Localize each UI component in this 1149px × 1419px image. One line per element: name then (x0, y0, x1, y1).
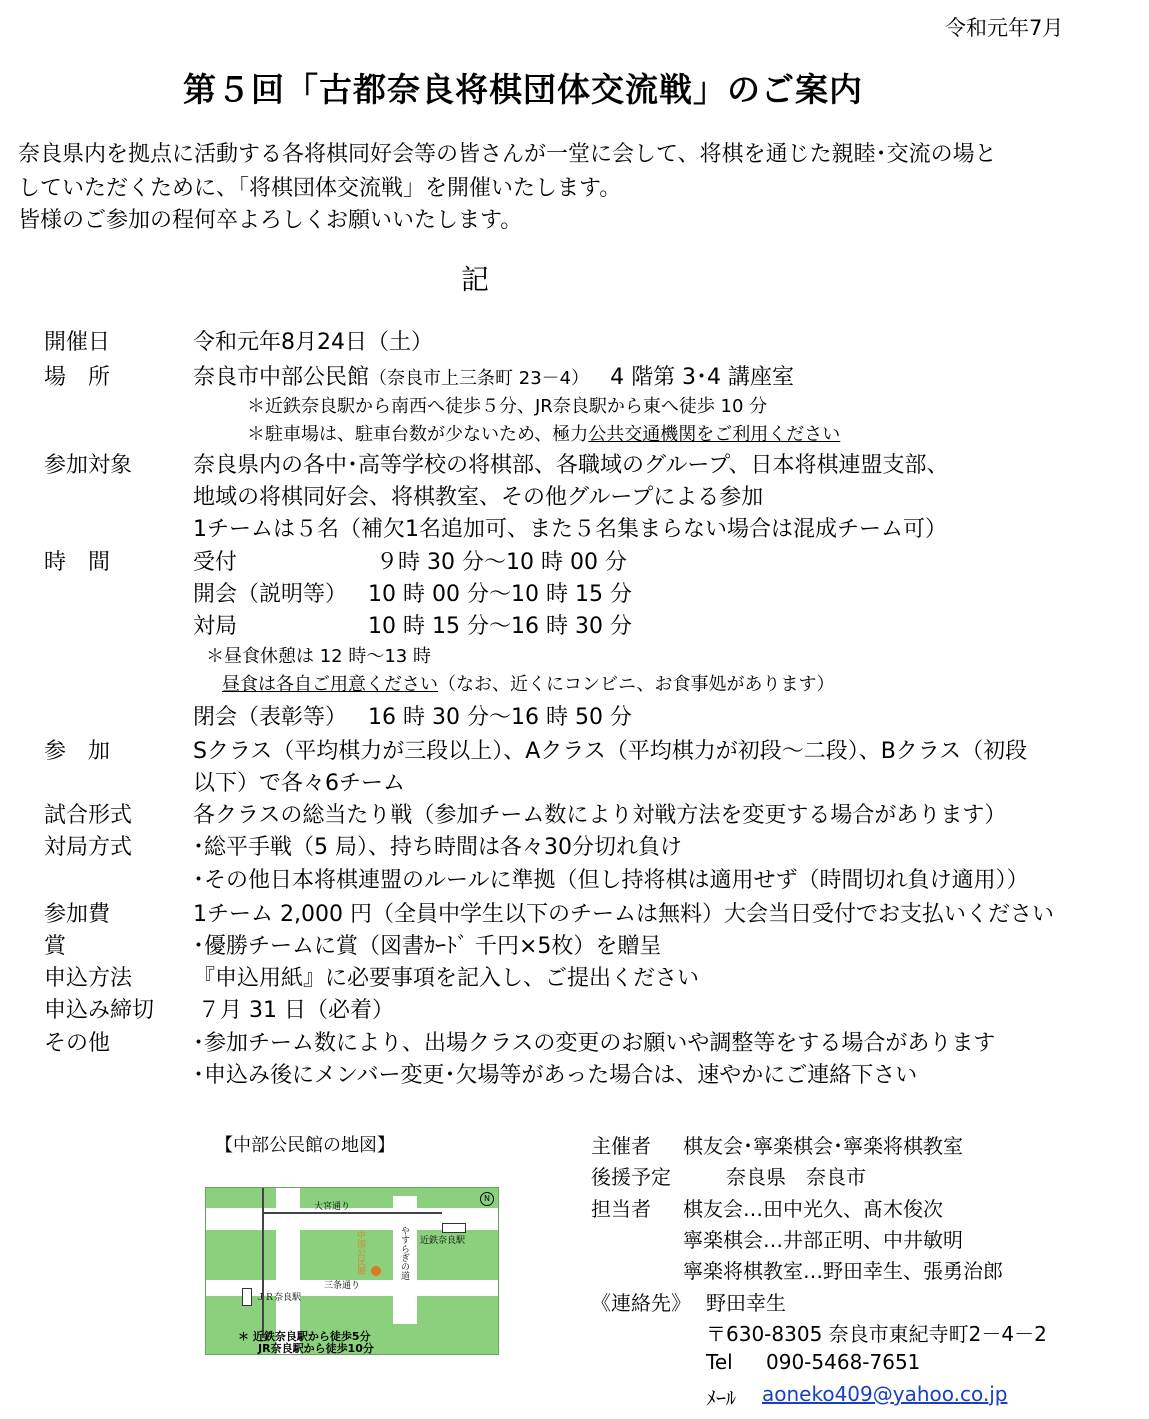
sonota-line: ･参加チーム数により、出場クラスの変更のお願いや調整等をする場合があります (193, 1031, 996, 1056)
label-tanto: 担当者 (591, 1197, 651, 1221)
value-shimekiri: ７月 31 日（必着） (198, 998, 394, 1023)
lunch-emphasis: 昼食は各自ご用意ください (222, 674, 438, 695)
page-title: 第５回「古都奈良将棋団体交流戦」のご案内 (183, 70, 863, 109)
value-moushikomi: 『申込用紙』に必要事項を記入し、ご提出ください (193, 966, 700, 991)
north-arrow-icon: N (480, 1192, 494, 1206)
label-koen: 後援予定 (591, 1165, 671, 1189)
jr-station-icon (242, 1288, 252, 1306)
value-koen: 奈良県 奈良市 (726, 1165, 866, 1189)
label-sonota: その他 (44, 1031, 111, 1056)
label-taisho: 参加対象 (44, 453, 133, 478)
venue-room: 4 階第 3･4 講座室 (610, 365, 795, 390)
value-shusai: 棋友会･寧楽棋会･寧楽将棋教室 (683, 1134, 963, 1158)
contact-address: 〒630-8305 奈良市東紀寺町2－4－2 (706, 1322, 1047, 1346)
value-shiai: 各クラスの総当たり戦（参加チーム数により対戦方法を変更する場合があります） (193, 803, 1007, 828)
hoshiki-line: ･その他日本将棋連盟のルールに準拠（但し持将棋は適用せず（時間切れ負け適用）） (193, 868, 1029, 893)
uketsuke-name: 受付 (193, 550, 238, 575)
map-label-jr: ＪＲ奈良駅 (256, 1293, 302, 1303)
sanka-line: Sクラス（平均棋力が三段以上）、Aクラス（平均棋力が初段～二段）、Bクラス（初段 (193, 739, 1028, 764)
map-rail-jr (262, 1188, 264, 1338)
venue-address: （奈良市上三条町 23－4） (369, 368, 590, 389)
taikyoku-time: 10 時 15 分～16 時 30 分 (368, 614, 632, 639)
label-shusai: 主催者 (591, 1134, 651, 1158)
tanto-line: 寧楽棋会…井部正明、中井敏明 (683, 1228, 963, 1252)
heikai-name: 閉会（表彰等） (193, 705, 348, 730)
heikai-time: 16 時 30 分～16 時 50 分 (368, 705, 632, 730)
map-label-chubu: 中部公民館 (355, 1230, 365, 1275)
lunch-note: ＊昼食休憩は 12 時～13 時 (206, 646, 431, 667)
ki-heading: 記 (461, 263, 490, 296)
lunch-note-2 (222, 670, 835, 696)
intro-line-2: していただくために、「将棋団体交流戦」を開催いたします。 (18, 176, 622, 201)
map-label-yasuragi: やすらぎの道 (399, 1226, 409, 1280)
value-kaisaibi: 令和元年8月24日（土） (193, 330, 433, 355)
taisho-line: 1チームは５名（補欠1名追加可、また５名集まらない場合は混成チーム可） (193, 517, 947, 542)
value-basho (193, 360, 794, 391)
venue-marker-icon (371, 1266, 381, 1276)
map-label-omiya: 大宮通り (314, 1202, 351, 1212)
taikyoku-name: 対局 (193, 614, 238, 639)
parking-note (247, 420, 840, 446)
kaikai-name: 開会（説明等） (193, 582, 348, 607)
map-label-sanjo: 三条通り (324, 1281, 361, 1291)
intro-line-1: 奈良県内を拠点に活動する各将棋同好会等の皆さんが一堂に会して、将棋を通じた親睦･交流の場と (18, 142, 997, 167)
label-jikan: 時 間 (44, 550, 111, 575)
tel-label: Tel (706, 1350, 733, 1374)
venue-name: 奈良市中部公民館 (193, 365, 370, 390)
label-sanka: 参 加 (44, 739, 111, 764)
map-walk-note-1: ＊ 近鉄奈良駅から徒歩5分 (238, 1330, 371, 1343)
tanto-line: 棋友会…田中光久、髙木俊次 (683, 1197, 943, 1221)
kaikai-time: 10 時 00 分～10 時 15 分 (368, 582, 632, 607)
parking-note-text: ＊駐車場は、駐車台数が少ないため、極力 (247, 424, 589, 445)
parking-note-emphasis: 公共交通機関をご利用ください (588, 424, 841, 445)
venue-map (205, 1187, 499, 1355)
tel-number: 090-5468-7651 (766, 1350, 921, 1374)
label-basho: 場 所 (44, 365, 111, 390)
taisho-line: 地域の将棋同好会、将棋教室、その他グループによる参加 (193, 485, 764, 510)
value-sho: ･優勝チームに賞（図書ｶｰﾄﾞ 千円×5枚）を贈呈 (193, 934, 662, 959)
label-kaisaibi: 開催日 (44, 330, 111, 355)
issue-date: 令和元年7月 (945, 16, 1064, 40)
mail-label: ﾒｰﾙ (706, 1386, 736, 1410)
tanto-line: 寧楽将棋教室…野田幸生、張勇治郎 (683, 1259, 1003, 1283)
label-moushikomi: 申込方法 (44, 966, 133, 991)
map-rail-kintetsu (262, 1212, 442, 1214)
label-hiyo: 参加費 (44, 902, 111, 927)
mail-link[interactable]: aoneko409@yahoo.co.jp (762, 1382, 1008, 1406)
label-renraku: 《連絡先》 (591, 1291, 691, 1315)
taisho-line: 奈良県内の各中･高等学校の将棋部、各職域のグループ、日本将棋連盟支部、 (193, 453, 949, 478)
sanka-line: 以下）で各々6チーム (193, 771, 405, 796)
intro-line-3: 皆様のご参加の程何卒よろしくお願いいたします。 (18, 208, 523, 233)
label-shiai: 試合形式 (44, 803, 133, 828)
lunch-rest: （なお、近くにコンビニ、お食事処があります） (438, 674, 835, 695)
renraku-name: 野田幸生 (706, 1291, 786, 1315)
label-hoshiki: 対局方式 (44, 835, 133, 860)
sonota-line: ･申込み後にメンバー変更･欠場等があった場合は、速やかにご連絡下さい (193, 1063, 918, 1088)
map-label-kintetsu: 近鉄奈良駅 (420, 1236, 466, 1246)
label-shimekiri: 申込み締切 (44, 998, 155, 1023)
value-hiyo: 1チーム 2,000 円（全員中学生以下のチームは無料）大会当日受付でお支払いください (193, 902, 1054, 927)
label-sho: 賞 (44, 934, 67, 959)
map-caption: 【中部公民館の地図】 (215, 1135, 395, 1156)
access-note: ＊近鉄奈良駅から南西へ徒歩５分、JR奈良駅から東へ徒歩 10 分 (247, 396, 768, 417)
kintetsu-station-icon (442, 1223, 466, 1233)
hoshiki-line: ･総平手戦（5 局）、持ち時間は各々30分切れ負け (193, 835, 682, 860)
uketsuke-time: ９時 30 分～10 時 00 分 (376, 550, 627, 575)
map-walk-note-2: JR奈良駅から徒歩10分 (258, 1342, 374, 1355)
